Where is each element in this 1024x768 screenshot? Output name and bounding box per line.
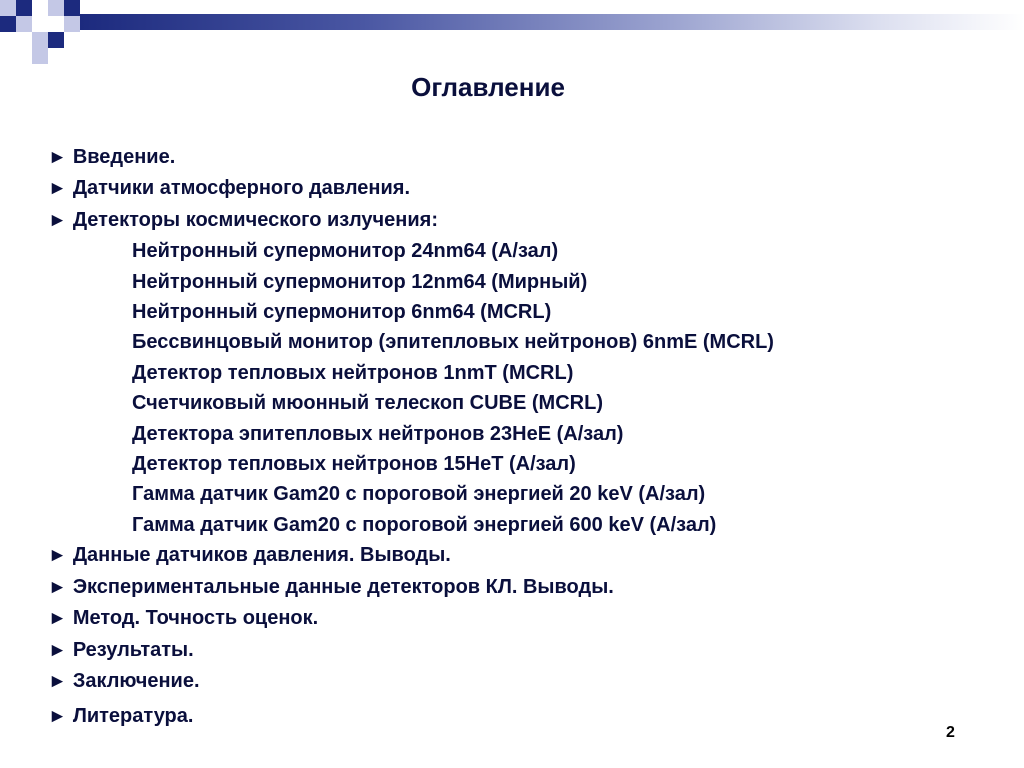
toc-item — [48, 572, 774, 603]
toc-item-text: Детектор тепловых нейтронов 15HeT (А/зал) — [132, 453, 576, 476]
triangle-bullet-icon: ► — [48, 608, 67, 630]
toc-item-text: Счетчиковый мюонный телескоп CUBE (MCRL) — [132, 392, 603, 415]
toc-subitem — [48, 510, 774, 540]
toc-item-text: Экспериментальные данные детекторов КЛ. Выводы. — [72, 575, 614, 598]
corner-square — [48, 0, 64, 16]
toc-item — [48, 701, 774, 732]
toc-item-text: Нейтронный супермонитор 24nm64 (А/зал) — [132, 240, 559, 263]
corner-square — [16, 16, 32, 32]
toc-item-text: Нейтронный супермонитор 12nm64 (Мирный) — [132, 270, 588, 293]
toc-item — [48, 635, 774, 666]
toc-subitem — [48, 358, 774, 388]
toc-item-text: Введение. — [72, 146, 176, 168]
corner-square — [0, 0, 16, 16]
toc-item-text: Заключение. — [72, 669, 200, 692]
toc-item-text: Нейтронный супермонитор 6nm64 (MCRL) — [132, 301, 552, 324]
toc-item — [48, 540, 774, 571]
toc-item — [48, 666, 774, 697]
toc-item-text: Гамма датчик Gam20 с пороговой энергией 600 keV (А/зал) — [132, 513, 717, 536]
toc-item — [48, 603, 774, 634]
triangle-bullet-icon: ► — [48, 545, 67, 567]
toc-item-text: Бессвинцовый монитор (эпитепловых нейтронов) 6nmE (MCRL) — [132, 331, 774, 354]
corner-square — [64, 0, 80, 16]
toc-item — [48, 142, 774, 173]
corner-square — [32, 32, 48, 48]
toc-item-text: Детектора эпитепловых нейтронов 23HeE (А/зал) — [132, 422, 624, 445]
corner-square — [32, 48, 48, 64]
table-of-contents — [48, 142, 774, 733]
toc-item-text: Детекторы космического излучения: — [72, 208, 438, 231]
triangle-bullet-icon: ► — [48, 209, 67, 231]
header-gradient-band — [80, 14, 1024, 30]
toc-subitem — [48, 449, 774, 479]
toc-item-text: Метод. Точность оценок. — [72, 607, 319, 630]
toc-subitem — [48, 479, 774, 509]
toc-item-text: Датчики атмосферного давления. — [72, 177, 410, 200]
toc-item-text: Результаты. — [72, 638, 194, 661]
triangle-bullet-icon: ► — [48, 670, 67, 692]
triangle-bullet-icon: ► — [48, 706, 67, 728]
toc-subitem — [48, 419, 774, 449]
triangle-bullet-icon: ► — [48, 147, 67, 168]
triangle-bullet-icon: ► — [48, 178, 67, 200]
toc-item — [48, 173, 774, 204]
slide-title: Оглавление — [411, 72, 565, 102]
toc-item — [48, 205, 774, 236]
toc-item-text: Данные датчиков давления. Выводы. — [72, 544, 451, 567]
toc-item-text: Детектор тепловых нейтронов 1nmT (MCRL) — [132, 361, 574, 384]
toc-subitem — [48, 327, 774, 357]
corner-square — [48, 32, 64, 48]
page-number: 2 — [946, 724, 955, 741]
corner-square — [0, 16, 16, 32]
toc-subitem — [48, 236, 774, 266]
corner-square — [16, 0, 32, 16]
toc-subitem — [48, 388, 774, 418]
toc-subitem — [48, 267, 774, 297]
toc-subitem — [48, 297, 774, 327]
toc-item-text: Литература. — [72, 705, 194, 728]
toc-item-text: Гамма датчик Gam20 с пороговой энергией 20 keV (А/зал) — [132, 483, 706, 506]
corner-square — [64, 16, 80, 32]
triangle-bullet-icon: ► — [48, 576, 67, 598]
triangle-bullet-icon: ► — [48, 639, 67, 661]
